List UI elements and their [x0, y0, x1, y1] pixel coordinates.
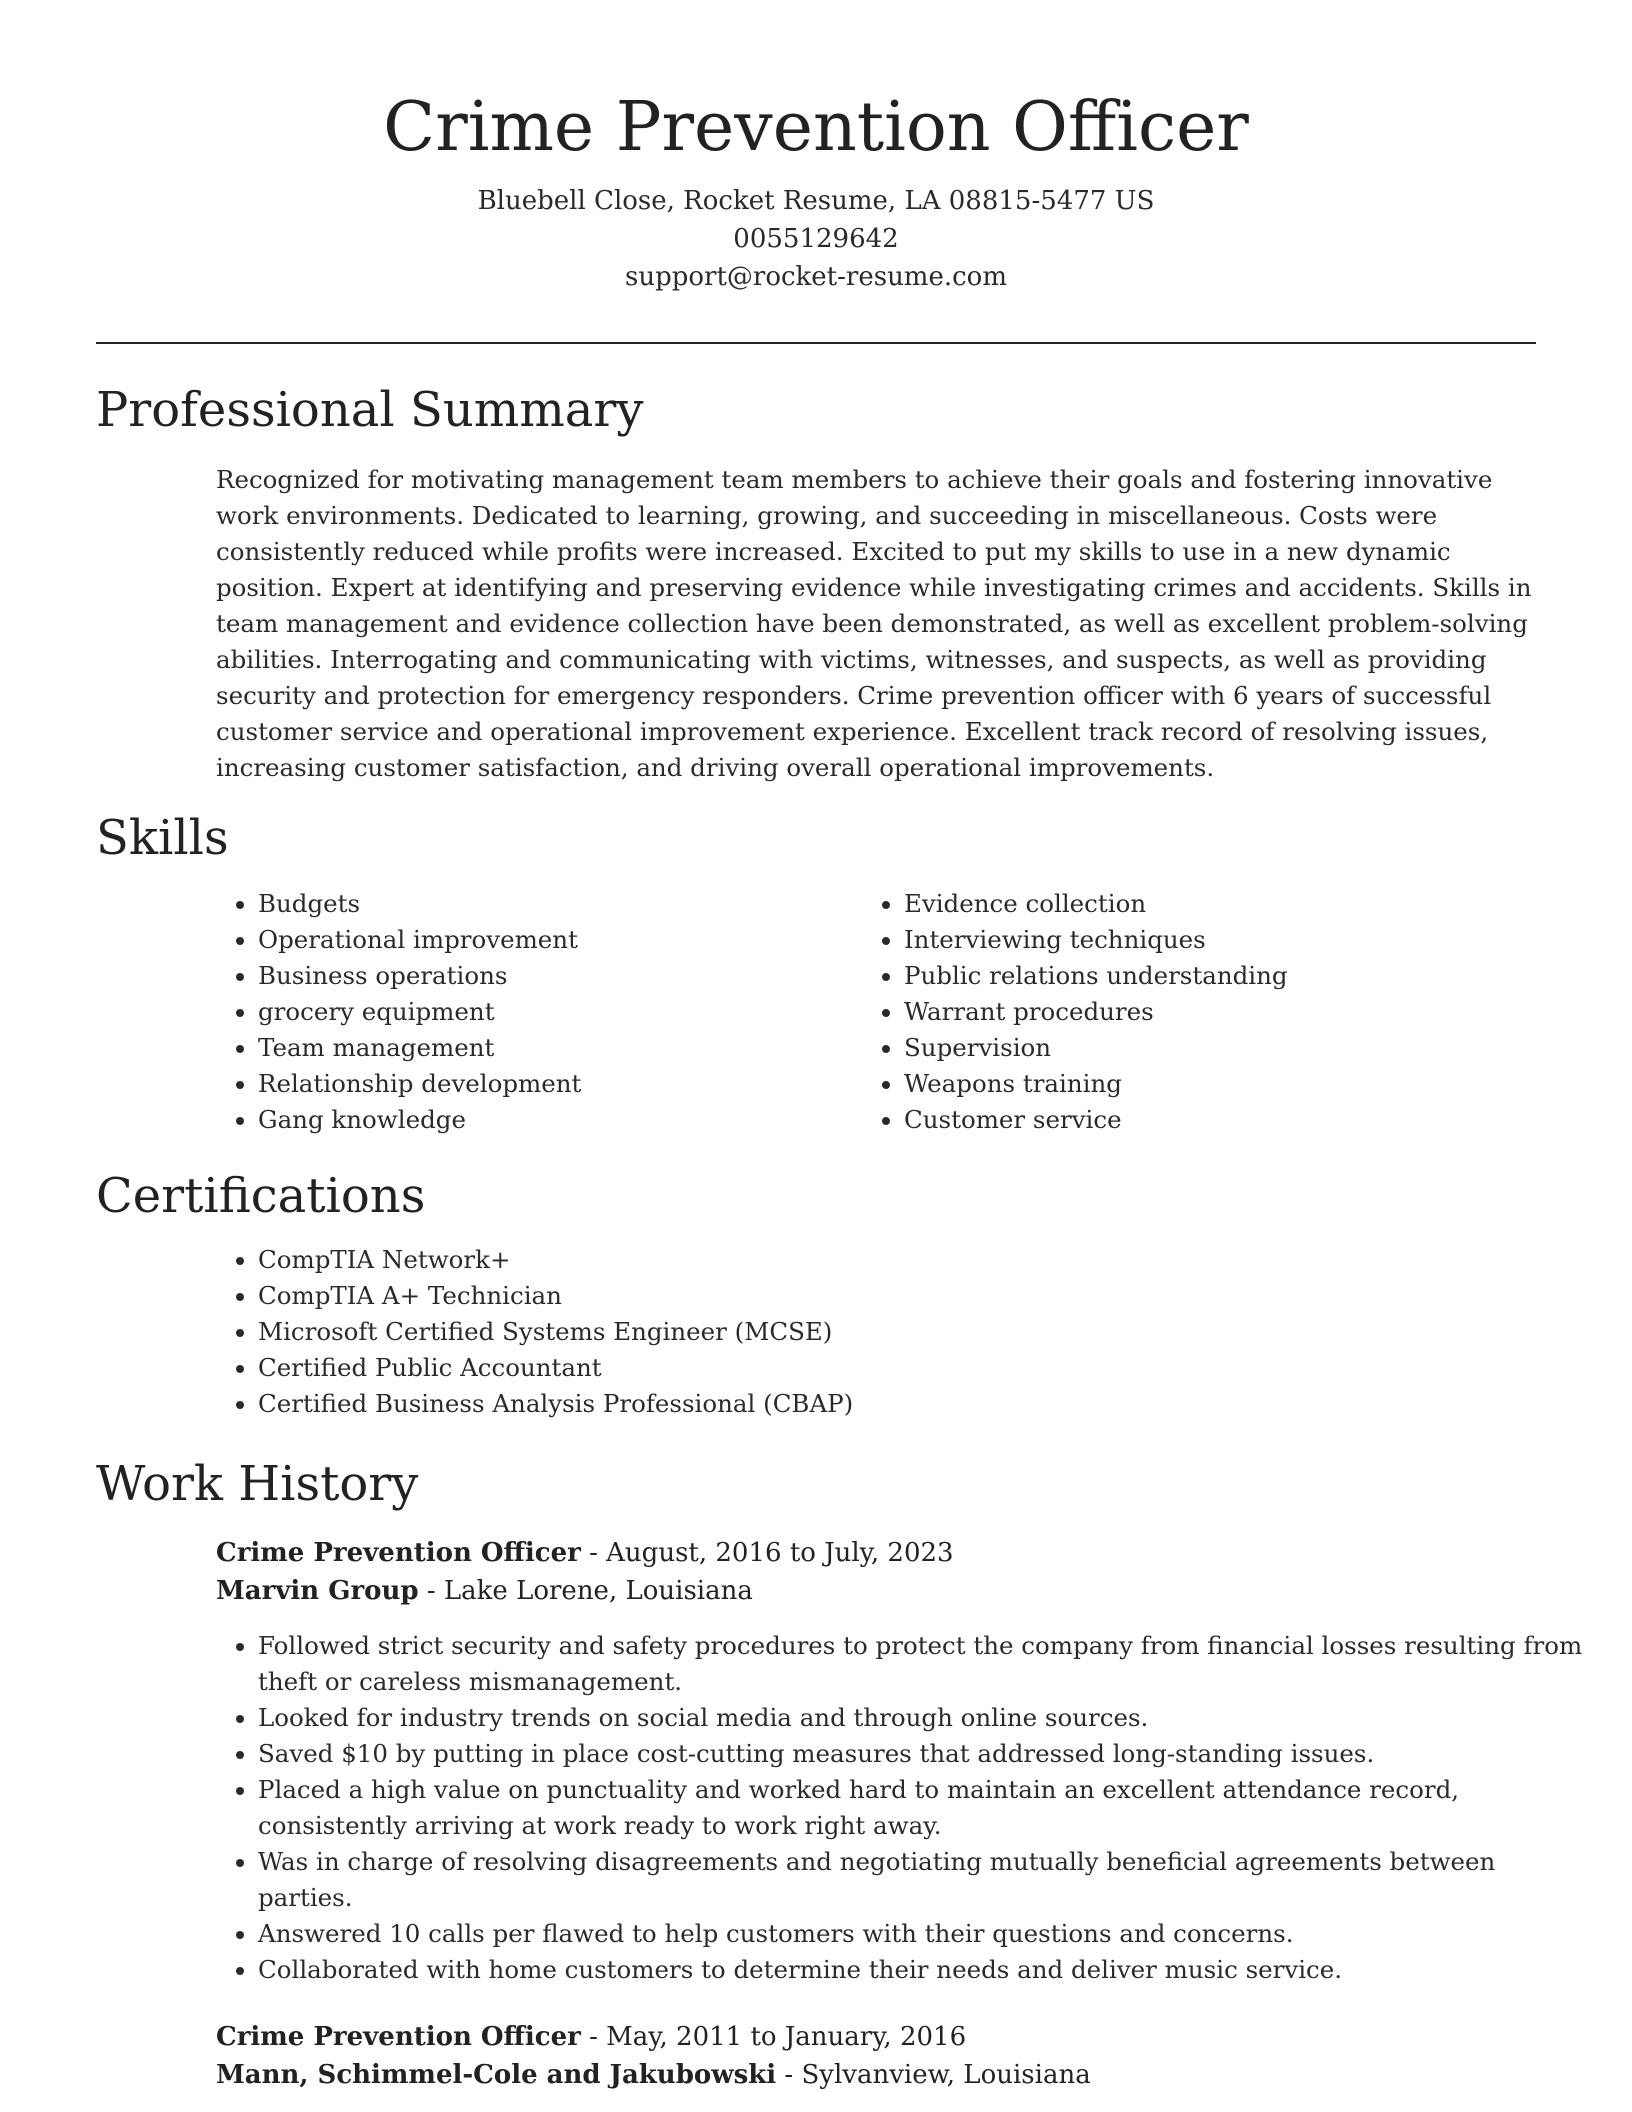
job-duty-item: • Saved $10 by putting in place cost-cutting measures that addressed long-standing issues.	[258, 1736, 1588, 1772]
skill-item: • Interviewing techniques	[904, 922, 1544, 958]
job-dates: - August, 2016 to July, 2023	[580, 1538, 954, 1568]
job-title: Crime Prevention Officer	[216, 2022, 581, 2052]
skill-item: • Operational improvement	[258, 922, 858, 958]
email-text: support@rocket-resume.com	[624, 262, 1007, 292]
header-divider	[96, 342, 1536, 344]
job-title-line	[216, 1534, 954, 1572]
skill-item: • Business operations	[258, 958, 858, 994]
candidate-name: Crime Prevention Officer	[383, 88, 1249, 167]
certifications-list	[214, 1242, 1458, 1422]
certification-item: • CompTIA A+ Technician	[258, 1278, 1458, 1314]
job-location: - Lake Lorene, Louisiana	[418, 1576, 753, 1606]
job-employer: Marvin Group	[216, 1576, 419, 1606]
skill-item: • Customer service	[904, 1102, 1544, 1138]
certification-item: • Certified Public Accountant	[258, 1350, 1458, 1386]
job-title: Crime Prevention Officer	[216, 1538, 581, 1568]
certification-item: • Certified Business Analysis Professional (CBAP)	[258, 1386, 1458, 1422]
job-location: - Sylvanview, Louisiana	[776, 2060, 1091, 2090]
skill-item: • Relationship development	[258, 1066, 858, 1102]
skills-heading: Skills	[96, 810, 229, 866]
skill-item: • Supervision	[904, 1030, 1544, 1066]
job-duty-item: • Answered 10 calls per flawed to help customers with their questions and concerns.	[258, 1916, 1588, 1952]
job-title-line	[216, 2018, 966, 2056]
summary-text: Recognized for motivating management team members to achieve their goals and fostering innovative work environments. Dedicated to learning, growing, and succeeding in miscellaneous. Costs were consistently reduced while profits were increased. Excited to put my skills to use in a new dynamic position. Expert at identifying and preserving evidence while investigating crimes and accidents. Skills in team management and evidence collection have been demonstrated, as well as excellent problem-solving abilities. Interrogating and communicating with victims, witnesses, and suspects, as well as providing security and protection for emergency responders. Crime prevention officer with 6 years of successful customer service and operational improvement experience. Excellent track record of resolving issues, increasing customer satisfaction, and driving overall operational improvements.	[216, 465, 1532, 782]
phone-text: 0055129642	[733, 224, 899, 254]
skills-list-left	[214, 886, 858, 1138]
address-text: Bluebell Close, Rocket Resume, LA 08815-5477 US	[477, 186, 1155, 216]
certification-item: • CompTIA Network+	[258, 1242, 1458, 1278]
certifications-heading: Certifications	[96, 1168, 426, 1224]
job-employer-line	[216, 1572, 753, 1610]
job-duty-item: • Was in charge of resolving disagreements and negotiating mutually beneficial agreements between parties.	[258, 1844, 1588, 1916]
skills-list-right	[860, 886, 1544, 1138]
job-employer-line	[216, 2056, 1091, 2094]
skill-item: • Gang knowledge	[258, 1102, 858, 1138]
certification-item: • Microsoft Certified Systems Engineer (MCSE)	[258, 1314, 1458, 1350]
work-history-heading: Work History	[96, 1456, 419, 1512]
job-dates: - May, 2011 to January, 2016	[580, 2022, 967, 2052]
resume-header	[96, 82, 1536, 296]
skill-item: • Team management	[258, 1030, 858, 1066]
skill-item: • Public relations understanding	[904, 958, 1544, 994]
job-duty-item: • Placed a high value on punctuality and worked hard to maintain an excellent attendance record, consistently arriving at work ready to work right away.	[258, 1772, 1588, 1844]
job-duty-item: • Collaborated with home customers to determine their needs and deliver music service.	[258, 1952, 1588, 1988]
job-duties-list	[214, 1628, 1588, 1988]
summary-heading: Professional Summary	[96, 382, 644, 438]
skill-item: • Weapons training	[904, 1066, 1544, 1102]
job-duty-item: • Followed strict security and safety procedures to protect the company from financial losses resulting from theft or careless mismanagement.	[258, 1628, 1588, 1700]
job-duty-item: • Looked for industry trends on social media and through online sources.	[258, 1700, 1588, 1736]
skill-item: • Warrant procedures	[904, 994, 1544, 1030]
skill-item: • Budgets	[258, 886, 858, 922]
skill-item: • Evidence collection	[904, 886, 1544, 922]
skill-item: • grocery equipment	[258, 994, 858, 1030]
job-employer: Mann, Schimmel-Cole and Jakubowski	[216, 2060, 777, 2090]
